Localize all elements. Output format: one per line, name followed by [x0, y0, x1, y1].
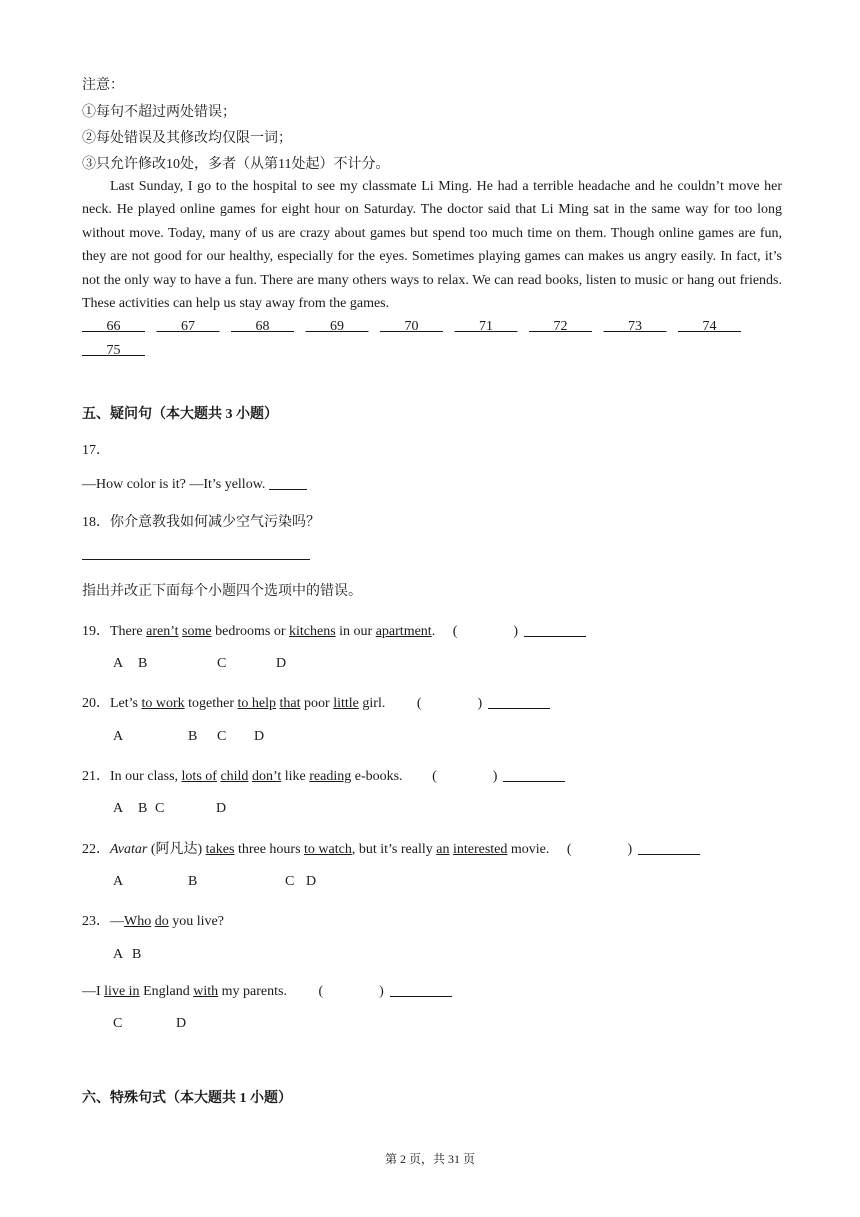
q22-text: three hours [234, 842, 305, 857]
blank-71[interactable]: 71 [479, 319, 493, 334]
q20-answer-blank[interactable] [488, 694, 550, 709]
q20-text: Let’s [110, 696, 142, 711]
q20-option-b: to help [237, 696, 277, 711]
q22-number: 22． [82, 842, 110, 857]
q22-option-d: interested [452, 842, 508, 857]
q19-letter-a: A [113, 656, 124, 671]
q23-text: my parents. [218, 984, 287, 999]
q22-text: , but it’s really [351, 842, 437, 857]
q21-option-a: lots of [181, 769, 217, 784]
q20-text: poor [300, 696, 334, 711]
page-footer: 第 2 页，共 31 页 [384, 1152, 475, 1166]
blank-73[interactable]: 73 [628, 319, 642, 334]
q17 [82, 475, 307, 493]
q18-answer-line[interactable] [82, 559, 310, 560]
q22-answer-blank[interactable] [638, 840, 700, 855]
q21-letter-b: B [138, 801, 148, 816]
q20-option-c: that [279, 696, 301, 711]
q19-text: bedrooms or [211, 624, 289, 639]
q20-letter-c: C [217, 729, 227, 744]
q21-text: like [281, 769, 310, 784]
q21-letter-a: A [113, 801, 124, 816]
q22-letter-a: A [113, 874, 124, 889]
q23-option-b: do [154, 914, 169, 929]
q22-title: Avatar [110, 842, 148, 857]
section-6-title: 六、特殊句式（本大题共 1 小题） [82, 1091, 292, 1106]
q20 [82, 692, 550, 712]
note-item-1: ①每句不超过两处错误； [82, 105, 236, 120]
q20-letter-a: A [113, 729, 124, 744]
q20-number: 20． [82, 696, 110, 711]
q23-letter-d: D [176, 1016, 187, 1031]
q21-text: In our class, [110, 769, 182, 784]
q17-number: 17． [82, 443, 110, 458]
q21-paren: ( ) [432, 769, 498, 784]
q21-option-d: reading [309, 769, 352, 784]
q21-answer-blank[interactable] [503, 767, 565, 782]
blank-72[interactable]: 72 [553, 319, 568, 334]
q18 [82, 511, 320, 531]
q18-text: 你介意教我如何减少空气污染吗？ [110, 515, 320, 530]
q23 [82, 910, 224, 930]
q22-option-a: takes [205, 842, 235, 857]
q22 [82, 838, 700, 858]
q19-option-d: apartment [375, 624, 432, 639]
q19-number: 19． [82, 624, 110, 639]
q23-text: —I [82, 984, 105, 999]
q22-text: movie. [507, 842, 550, 857]
q22-option-c: an [436, 842, 450, 857]
q19 [82, 620, 586, 640]
q22-letter-d: D [306, 874, 317, 889]
notes-heading: 注意： [82, 78, 124, 93]
q20-paren: ( ) [416, 696, 483, 711]
answer-blanks [82, 315, 782, 363]
blank-74[interactable]: 74 [702, 319, 717, 334]
q23-letter-b: B [132, 947, 142, 962]
q23-text: you live? [168, 914, 224, 929]
blank-67[interactable]: 67 [181, 319, 195, 334]
blank-75[interactable]: 75 [106, 343, 121, 358]
q23-text: — [110, 914, 124, 929]
blank-69[interactable]: 69 [330, 319, 344, 334]
q20-letter-d: D [254, 729, 265, 744]
q20-text: girl. [358, 696, 386, 711]
q19-option-b: some [182, 624, 212, 639]
q21-letter-d: D [216, 801, 227, 816]
q19-text: in our [335, 624, 376, 639]
q22-text: (阿凡达) [147, 842, 206, 857]
q22-option-b: to watch [304, 842, 352, 857]
q21-option-b: child [220, 769, 249, 784]
q23-answer-blank[interactable] [390, 982, 452, 997]
q19-letter-b: B [138, 656, 148, 671]
q22-letter-b: B [188, 874, 198, 889]
blank-68[interactable]: 68 [255, 319, 270, 334]
q23-option-a: Who [124, 914, 152, 929]
q23-option-d: with [193, 984, 219, 999]
q20-letter-b: B [188, 729, 198, 744]
q19-answer-blank[interactable] [524, 622, 586, 637]
note-item-2: ②每处错误及其修改均仅限一词； [82, 131, 292, 146]
q22-paren: ( ) [566, 842, 633, 857]
blank-70[interactable]: 70 [404, 319, 419, 334]
q21-text: e-books. [351, 769, 403, 784]
q23-letter-a: A [113, 947, 124, 962]
q17-text: —How color is it? —It’s yellow. [82, 477, 266, 492]
q21 [82, 765, 565, 785]
q19-text: . [431, 624, 436, 639]
q19-paren: ( ) [452, 624, 519, 639]
q20-option-d: little [333, 696, 359, 711]
q19-option-a: aren’t [146, 624, 179, 639]
q23-text: England [139, 984, 194, 999]
q20-option-a: to work [141, 696, 185, 711]
q18-number: 18． [82, 515, 110, 530]
q19-letter-d: D [276, 656, 287, 671]
q21-letter-c: C [155, 801, 165, 816]
q19-letter-c: C [217, 656, 227, 671]
note-item-3: ③只允许修改10处，多者（从第11处起）不计分。 [82, 157, 390, 172]
q19-option-c: kitchens [289, 624, 336, 639]
q23-answer-line [82, 982, 452, 1000]
q22-letter-c: C [285, 874, 295, 889]
q23-letter-c: C [113, 1016, 123, 1031]
instruction-text: 指出并改正下面每个小题四个选项中的错误。 [82, 584, 362, 599]
section-5-title: 五、疑问句（本大题共 3 小题） [82, 407, 278, 422]
q21-option-c: don’t [251, 769, 282, 784]
blank-66[interactable]: 66 [106, 319, 121, 334]
error-correction-passage: Last Sunday, I go to the hospital to see my classmate Li Ming. He had a terrible headache and he couldn’t move her neck. He played online games for eight hour on Saturday. The doctor said that Li Ming sat in the same way for too long without move. Today, many of us are crazy about games but spend too much time on them. Though online games are fun, they are not good for our healthy, especially for the eyes. Sometimes playing games can makes us angry easily. In fact, it’s not the only way to have a fun. There are many others ways to relax. We can read books, listen to music or hang out friends. These activities can help us stay away from the games. [82, 179, 782, 312]
q17-answer-blank[interactable] [269, 475, 307, 490]
q23-number: 23． [82, 914, 110, 929]
q23-option-c: live in [104, 984, 140, 999]
q20-text: together [184, 696, 238, 711]
q21-number: 21． [82, 769, 110, 784]
q23-paren: ( ) [318, 984, 384, 999]
q19-text: There [110, 624, 147, 639]
